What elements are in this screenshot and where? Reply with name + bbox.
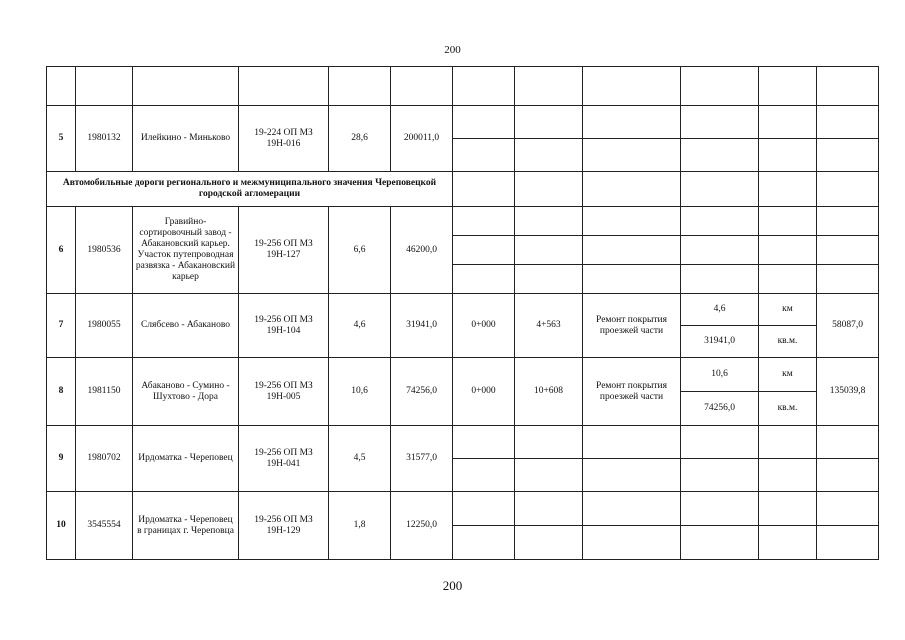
end-km: 4+563 <box>515 294 583 358</box>
road-name: Ирдоматка - Череповец <box>133 426 239 492</box>
road-value: 31577,0 <box>391 426 453 492</box>
quantity-area: 74256,0 <box>681 392 759 426</box>
table-row <box>47 358 879 392</box>
road-code: 1980055 <box>76 294 133 358</box>
unit-area: кв.м. <box>759 392 817 426</box>
roads-table <box>46 66 879 560</box>
road-id: 19-224 ОП МЗ 19Н-016 <box>239 106 329 172</box>
road-value: 46200,0 <box>391 207 453 294</box>
unit-area: кв.м. <box>759 326 817 358</box>
row-num: 8 <box>47 358 76 426</box>
start-km: 0+000 <box>453 358 515 426</box>
road-name: Илейкино - Миньково <box>133 106 239 172</box>
row-num: 10 <box>47 492 76 560</box>
cost: 135039,8 <box>817 358 879 426</box>
cost: 58087,0 <box>817 294 879 358</box>
start-km: 0+000 <box>453 294 515 358</box>
road-id: 19-256 ОП МЗ 19Н-127 <box>239 207 329 294</box>
table-row <box>47 492 879 526</box>
road-code: 3545554 <box>76 492 133 560</box>
page-number-bottom: 200 <box>442 578 463 593</box>
road-name: Слябсево - Абаканово <box>133 294 239 358</box>
road-length: 4,5 <box>329 426 391 492</box>
road-length: 4,6 <box>329 294 391 358</box>
work-type: Ремонт покрытия проезжей части <box>583 358 681 426</box>
road-code: 1980702 <box>76 426 133 492</box>
section-row <box>47 172 879 207</box>
table-row <box>47 426 879 459</box>
road-code: 1981150 <box>76 358 133 426</box>
quantity-km: 4,6 <box>681 294 759 326</box>
road-id: 19-256 ОП МЗ 19Н-104 <box>239 294 329 358</box>
row-num: 7 <box>47 294 76 358</box>
row-num: 9 <box>47 426 76 492</box>
table-row <box>47 294 879 326</box>
road-code: 1980536 <box>76 207 133 294</box>
road-length: 10,6 <box>329 358 391 426</box>
unit-km: км <box>759 294 817 326</box>
row-num: 5 <box>47 106 76 172</box>
road-id: 19-256 ОП МЗ 19Н-129 <box>239 492 329 560</box>
road-name: Ирдоматка - Череповец в границах г. Череповца <box>133 492 239 560</box>
section-title: Автомобильные дороги регионального и межмуниципального значения Череповецкой городской агломерации <box>47 172 453 207</box>
row-num: 6 <box>47 207 76 294</box>
road-name: Абаканово - Сумино - Шухтово - Дора <box>133 358 239 426</box>
road-value: 74256,0 <box>391 358 453 426</box>
road-id: 19-256 ОП МЗ 19Н-041 <box>239 426 329 492</box>
road-length: 1,8 <box>329 492 391 560</box>
road-length: 6,6 <box>329 207 391 294</box>
end-km: 10+608 <box>515 358 583 426</box>
page-number-top: 200 <box>444 44 461 56</box>
road-id: 19-256 ОП МЗ 19Н-005 <box>239 358 329 426</box>
table-row <box>47 207 879 236</box>
table-row <box>47 67 879 106</box>
quantity-area: 31941,0 <box>681 326 759 358</box>
quantity-km: 10,6 <box>681 358 759 392</box>
road-value: 31941,0 <box>391 294 453 358</box>
road-value: 12250,0 <box>391 492 453 560</box>
road-value: 200011,0 <box>391 106 453 172</box>
table-row <box>47 106 879 139</box>
road-name: Гравийно-сортировочный завод - Абакановский карьер. Участок путепроводная развязка - Абакановский карьер <box>133 207 239 294</box>
road-code: 1980132 <box>76 106 133 172</box>
road-length: 28,6 <box>329 106 391 172</box>
work-type: Ремонт покрытия проезжей части <box>583 294 681 358</box>
unit-km: км <box>759 358 817 392</box>
